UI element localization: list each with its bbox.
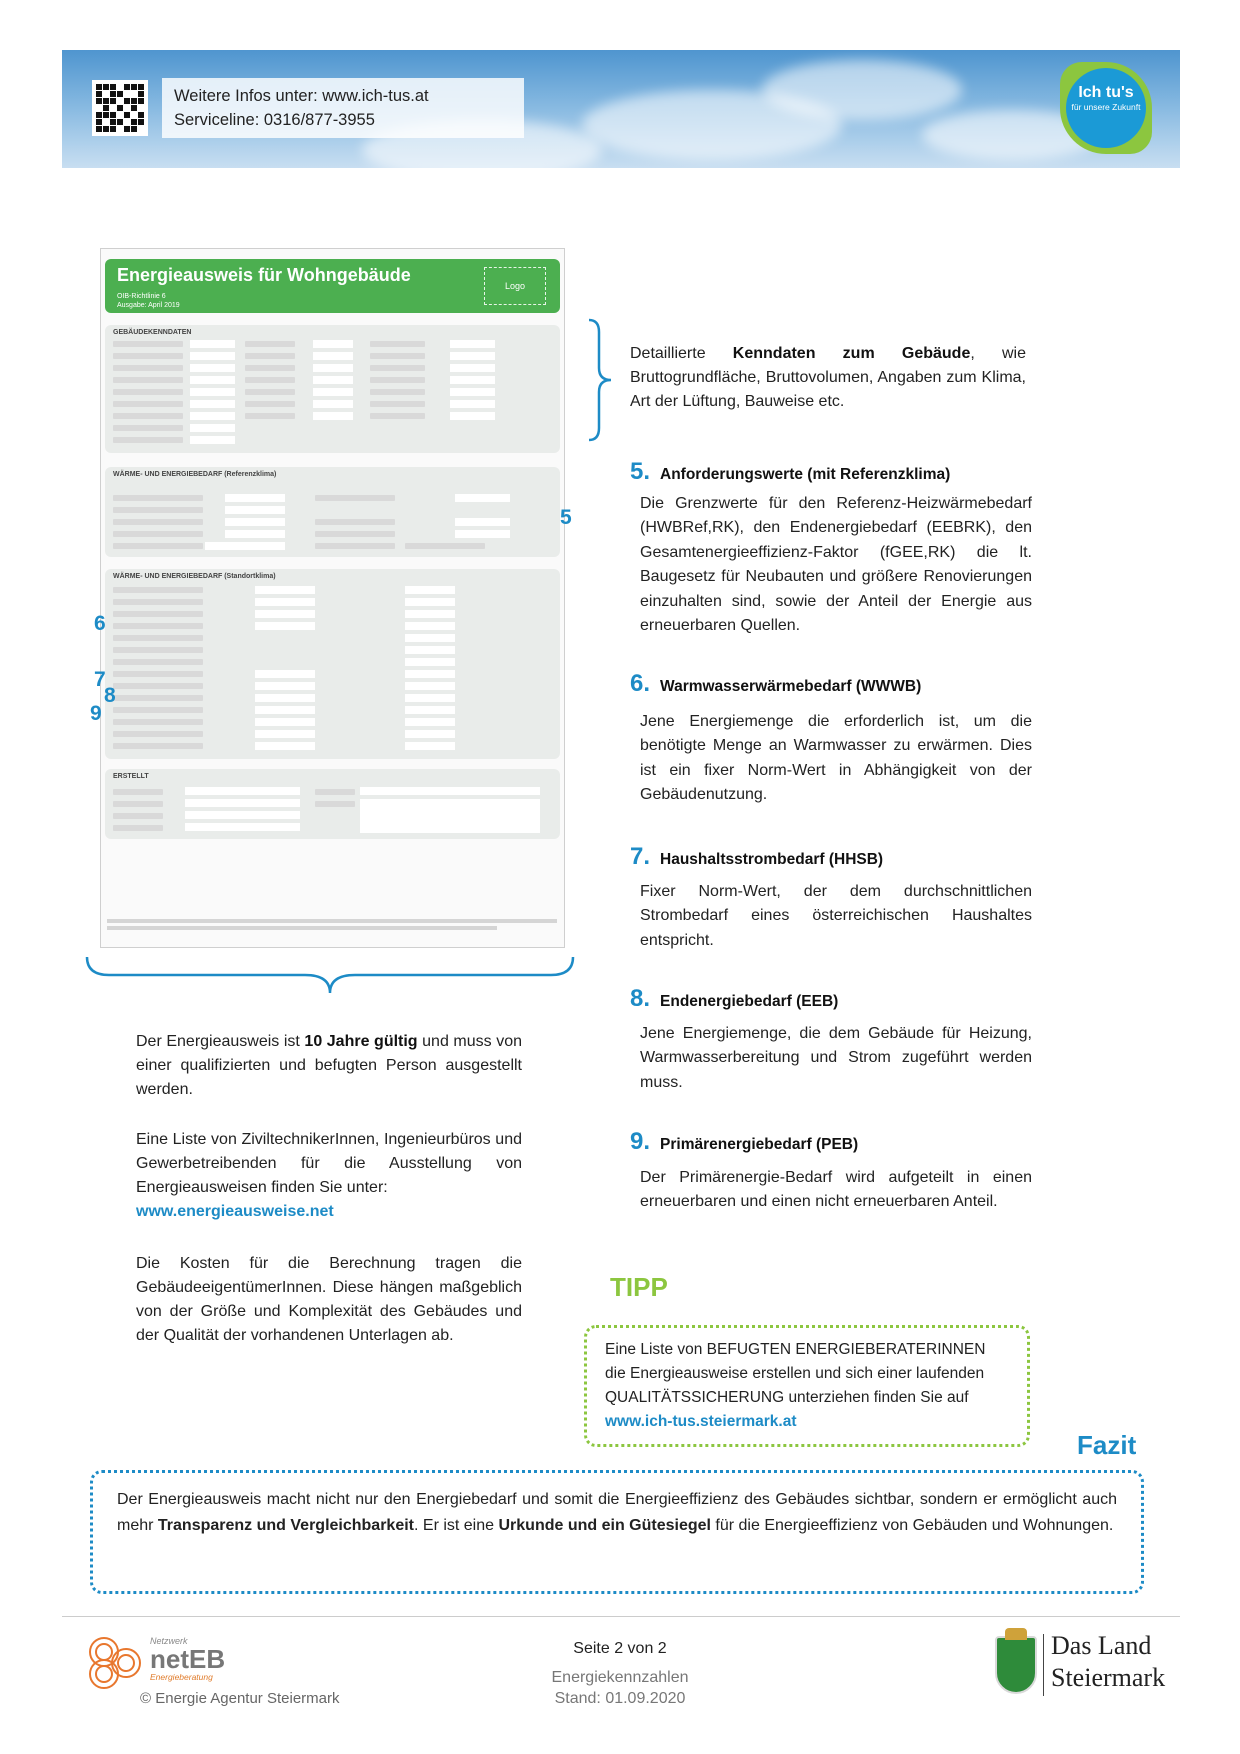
neteb-small-text: Netzwerk <box>150 1636 188 1646</box>
certificate-subtitle: OIB-Richtlinie 6 Ausgabe: April 2019 <box>117 293 180 309</box>
section-title: GEBÄUDEKENNDATEN <box>113 329 192 336</box>
info-serviceline: Serviceline: 0316/877-3955 <box>174 111 375 129</box>
section-erstellt <box>105 769 560 839</box>
right-brace-icon <box>585 318 615 442</box>
item-5-heading <box>630 458 950 486</box>
document-meta <box>500 1667 740 1709</box>
list-paragraph: Eine Liste von ZiviltechnikerInnen, Ingenieurbüros und Gewerbetreibenden für die Ausstellung von Energieausweisen finden Sie unter: www.energieausweise.net <box>136 1131 522 1220</box>
section-gebaeudekenndaten <box>105 325 560 453</box>
item-6-text: Jene Energiemenge die erforderlich ist, um die benötigte Menge an Warmwasser zu erwärmen. Dies ist ein fixer Norm-Wert in Abhängigkeit von der Gebäudenutzung. <box>640 713 1032 804</box>
fazit-title: Fazit <box>1077 1430 1137 1460</box>
marker-7: 7 <box>94 668 106 691</box>
marker-6: 6 <box>94 612 106 635</box>
item-5-text: Die Grenzwerte für den Referenz-Heizwärmebedarf (HWBRef,RK), den Endenergiebedarf (EEBRK), den Gesamtenergieeffizienz-Faktor (fGEE,RK) die lt. Baugesetz für Neubauten und größere Renovierungen einzuhalten sind, sowie der Anteil der Energie aus erneuerbaren Quellen. <box>640 495 1032 635</box>
certificate-logo-placeholder: Logo <box>484 267 546 305</box>
header-banner <box>62 50 1180 168</box>
marker-5: 5 <box>560 506 572 529</box>
qr-code[interactable] <box>92 80 148 136</box>
steiermark-crest-icon <box>995 1636 1037 1694</box>
section-title: WÄRME- UND ENERGIEBEDARF (Standortklima) <box>113 573 276 580</box>
item-number: 5. <box>630 458 651 485</box>
item-number: 6. <box>630 670 651 697</box>
certificate-header <box>105 259 560 313</box>
item-title: Haushaltsstrombedarf (HHSB) <box>660 851 884 868</box>
document-date: Stand: 01.09.2020 <box>554 1690 686 1707</box>
footer-divider <box>62 1616 1180 1617</box>
ichtus-steiermark-link[interactable]: www.ich-tus.steiermark.at <box>605 1413 797 1430</box>
item-9-text: Der Primärenergie-Bedarf wird aufgeteilt in einen erneuerbaren und einen nicht erneuerbaren Anteil. <box>640 1169 1032 1211</box>
item-7-text: Fixer Norm-Wert, der dem durchschnittlichen Strombedarf eines österreichischen Haushaltes entspricht. <box>640 883 1032 949</box>
item-6-heading <box>630 670 921 698</box>
item-8-heading <box>630 985 838 1013</box>
bottom-brace-icon <box>85 955 575 995</box>
logo-text-small: für unsere Zukunft <box>1071 102 1141 112</box>
neteb-circles-icon <box>82 1630 148 1696</box>
item-number: 9. <box>630 1128 651 1155</box>
item-9-heading <box>630 1128 858 1156</box>
validity-paragraph: Der Energieausweis ist 10 Jahre gültig und muss von einer qualifizierten und befugten Person ausgestellt werden. <box>136 1033 522 1098</box>
kenndaten-description: Detaillierte Kenndaten zum Gebäude, wie Bruttogrundfläche, Bruttovolumen, Angaben zum Klima, Art der Lüftung, Bauweise etc. <box>630 345 1026 410</box>
energieausweise-link[interactable]: www.energieausweise.net <box>136 1203 334 1220</box>
info-website[interactable]: Weitere Infos unter: www.ich-tus.at <box>174 87 429 105</box>
fazit-box: Der Energieausweis macht nicht nur den Energiebedarf und somit die Energieeffizienz des Gebäudes sichtbar, sondern er ermöglicht auch mehr Transparenz und Vergleichbarkeit. Er ist eine Urkunde und ein Gütesiegel für die Energieeffizienz von Gebäuden und Wohnungen. <box>90 1470 1144 1594</box>
logo-text-big: Ich tu's <box>1078 84 1134 101</box>
land-text-line1: Das Land <box>1051 1631 1152 1660</box>
item-title: Anforderungswerte (mit Referenzklima) <box>660 466 951 483</box>
page-number: Seite 2 von 2 <box>573 1640 667 1657</box>
costs-paragraph: Die Kosten für die Berechnung tragen die GebäudeeigentümerInnen. Diese hängen maßgeblich von der Größe und Komplexität des Gebäudes und der Qualität der vorhandenen Unterlagen ab. <box>136 1255 522 1344</box>
item-number: 8. <box>630 985 651 1012</box>
tipp-title: TIPP <box>610 1272 668 1302</box>
land-text-line2: Steiermark <box>1051 1663 1166 1692</box>
item-number: 7. <box>630 843 651 870</box>
tipp-box: Eine Liste von BEFUGTEN ENERGIEBERATERINNEN die Energieausweise erstellen und sich einer laufenden QUALITÄTSSICHERUNG unterziehen finden Sie auf www.ich-tus.steiermark.at <box>584 1325 1030 1447</box>
land-steiermark-logo <box>995 1630 1165 1702</box>
neteb-subtitle: Energieberatung <box>150 1672 213 1682</box>
section-title: WÄRME- UND ENERGIEBEDARF (Referenzklima) <box>113 471 277 478</box>
marker-8: 8 <box>104 684 116 707</box>
item-title: Primärenergiebedarf (PEB) <box>660 1136 859 1153</box>
item-7-heading <box>630 843 883 871</box>
neteb-name: netEB <box>150 1644 226 1674</box>
certificate-thumbnail <box>100 248 565 948</box>
certificate-title: Energieausweis für Wohngebäude <box>117 265 411 285</box>
marker-9: 9 <box>90 702 102 725</box>
section-referenzklima <box>105 467 560 557</box>
ichtus-logo <box>1060 62 1152 154</box>
copyright-text: © Energie Agentur Steiermark <box>140 1690 340 1707</box>
item-8-text: Jene Energiemenge, die dem Gebäude für Heizung, Warmwasserbereitung und Strom zugeführt werden muss. <box>640 1025 1032 1091</box>
item-title: Endenergiebedarf (EEB) <box>660 993 839 1010</box>
header-info-box <box>162 78 524 138</box>
section-title: ERSTELLT <box>113 773 149 780</box>
document-name: Energiekennzahlen <box>551 1669 689 1686</box>
section-standortklima <box>105 569 560 759</box>
item-title: Warmwasserwärmebedarf (WWWB) <box>660 678 922 695</box>
